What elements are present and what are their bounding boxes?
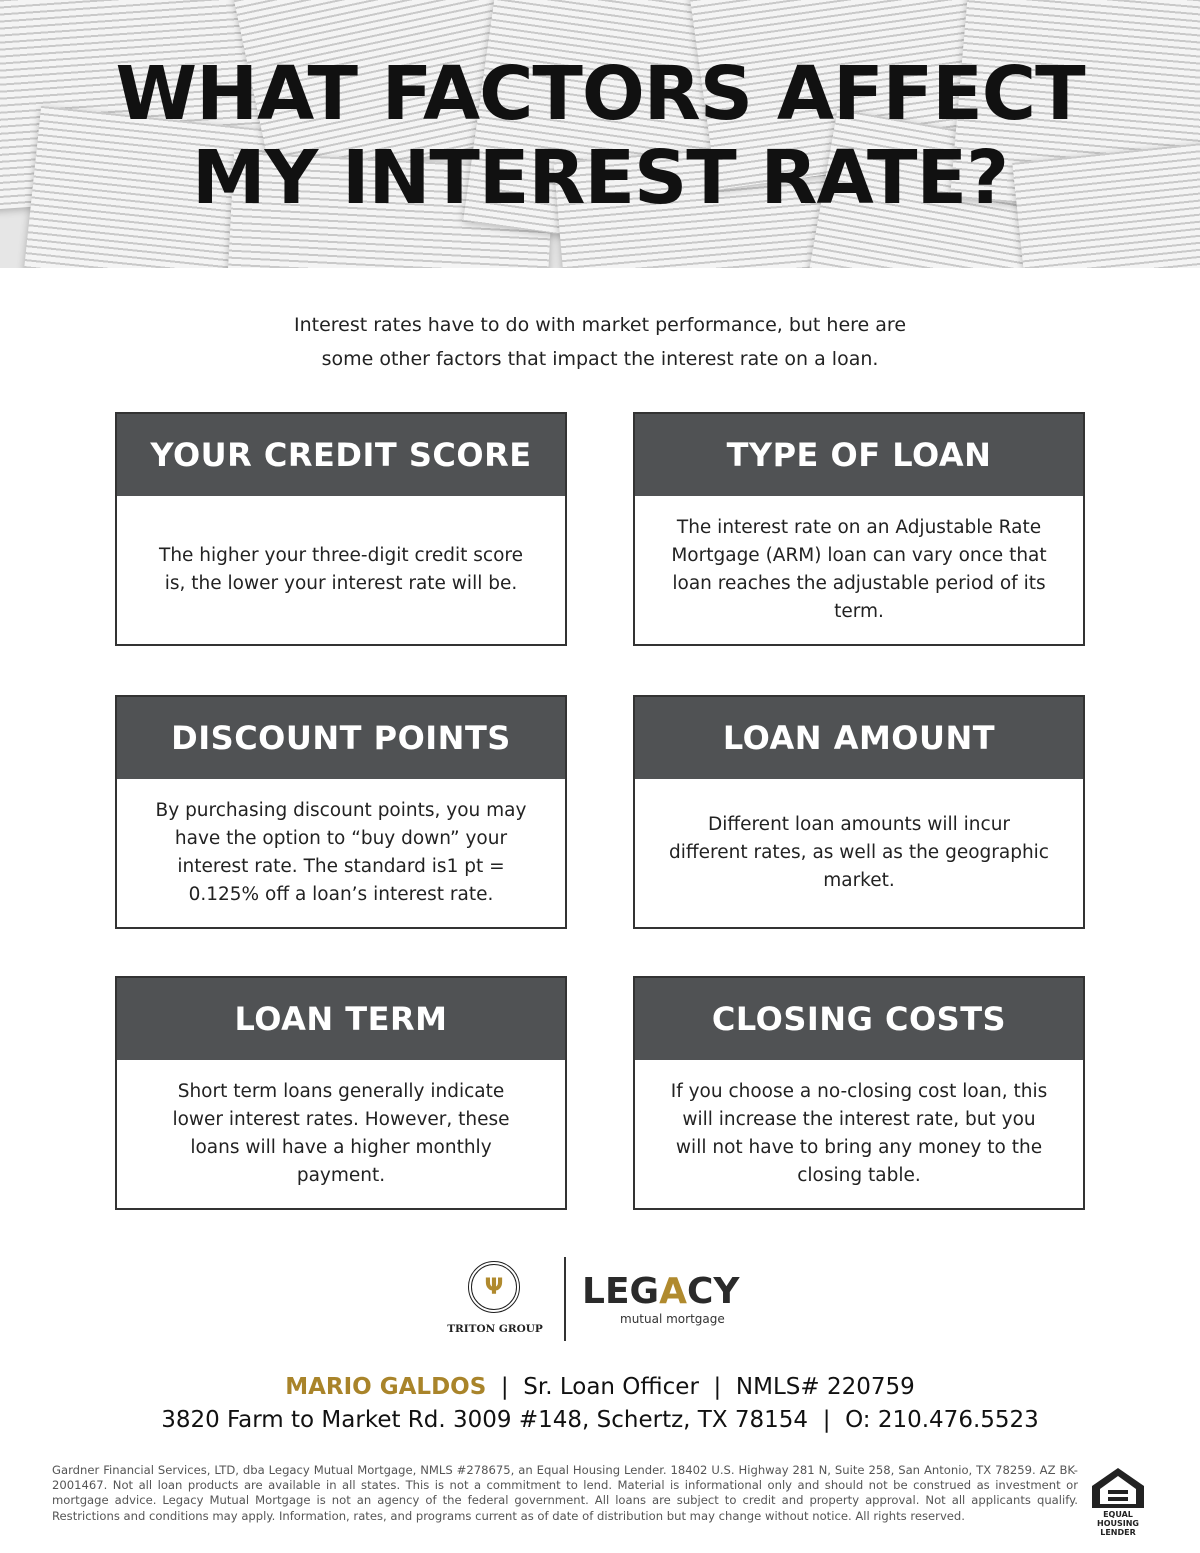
separator: | <box>822 1407 831 1433</box>
factor-card-discount-points <box>115 695 567 929</box>
factor-card-loan-amount <box>633 695 1085 929</box>
equal-housing-line-1: EQUAL HOUSING <box>1097 1510 1139 1528</box>
card-body: If you choose a no-closing cost loan, this will increase the interest rate, but you will not have to bring any money to the closing table. <box>670 1081 1048 1186</box>
legal-disclaimer: Gardner Financial Services, LTD, dba Legacy Mutual Mortgage, NMLS #278675, an Equal Housing Lender. 18402 U.S. Highway 281 N, Suite 258, San Antonio, TX 78259. AZ BK-2001467. Not all loan products are available in all states. This is not a commitment to lend. Material is informational only and should not be construed as investment or mortgage advice. Legacy Mutual Mortgage is not an agency of the federal government. All loans are subject to credit and property approval. Not all applicants qualify. Restrictions and conditions may apply. Information, rates, and programs current as of date of distribution but may change without notice. All rights reserved. <box>52 1463 1078 1523</box>
legacy-logo <box>582 1271 739 1312</box>
card-body: The interest rate on an Adjustable Rate Mortgage (ARM) loan can vary once that loan reaches the adjustable period of its term. <box>671 517 1047 622</box>
legacy-logo-a: A <box>659 1271 687 1312</box>
intro-text <box>200 308 1000 376</box>
equal-housing-label <box>1084 1510 1152 1537</box>
card-body: The higher your three-digit credit score is, the lower your interest rate will be. <box>159 545 523 594</box>
intro-line-2: some other factors that impact the interest rate on a loan. <box>321 348 879 370</box>
separator: | <box>500 1374 509 1400</box>
triton-group-label: TRITON GROUP <box>447 1323 543 1335</box>
card-body: Short term loans generally indicate lower interest rates. However, these loans will have a higher monthly payment. <box>172 1081 510 1186</box>
factor-card-type-of-loan <box>633 412 1085 646</box>
hero-banner <box>0 0 1200 268</box>
legacy-logo-part: LEG <box>582 1271 660 1312</box>
card-body: Different loan amounts will incur different rates, as well as the geographic market. <box>669 814 1049 891</box>
office-phone: O: 210.476.5523 <box>845 1407 1039 1433</box>
factor-card-credit-score <box>115 412 567 646</box>
company-logos <box>440 1255 760 1343</box>
page-title-line-2: MY INTEREST RATE? <box>191 135 1008 221</box>
office-address: 3820 Farm to Market Rd. 3009 #148, Schertz, TX 78154 <box>161 1407 809 1433</box>
contact-line-1 <box>0 1372 1200 1402</box>
card-title: YOUR CREDIT SCORE <box>117 414 565 496</box>
factor-card-closing-costs <box>633 976 1085 1210</box>
page-title <box>0 52 1200 220</box>
card-title: TYPE OF LOAN <box>635 414 1083 496</box>
contact-line-2 <box>0 1405 1200 1435</box>
card-title: CLOSING COSTS <box>635 978 1083 1060</box>
card-body: By purchasing discount points, you may have the option to “buy down” your interest rate. The standard is1 pt = 0.125% off a loan’s interest rate. <box>155 800 527 905</box>
legacy-subtitle: mutual mortgage <box>620 1312 725 1326</box>
nmls-number: NMLS# 220759 <box>735 1374 915 1400</box>
separator: | <box>713 1374 722 1400</box>
card-title: LOAN TERM <box>117 978 565 1060</box>
equal-housing-line-2: LENDER <box>1100 1528 1136 1537</box>
intro-line-1: Interest rates have to do with market performance, but here are <box>293 314 907 336</box>
page-title-line-1: WHAT FACTORS AFFECT <box>115 51 1085 137</box>
loan-officer-role: Sr. Loan Officer <box>523 1374 699 1400</box>
card-title: LOAN AMOUNT <box>635 697 1083 779</box>
logo-divider <box>564 1257 566 1341</box>
loan-officer-name: MARIO GALDOS <box>285 1374 487 1400</box>
factor-card-loan-term <box>115 976 567 1210</box>
card-title: DISCOUNT POINTS <box>117 697 565 779</box>
triton-trident-icon: Ψ <box>468 1261 520 1313</box>
legacy-logo-part: CY <box>686 1271 740 1312</box>
